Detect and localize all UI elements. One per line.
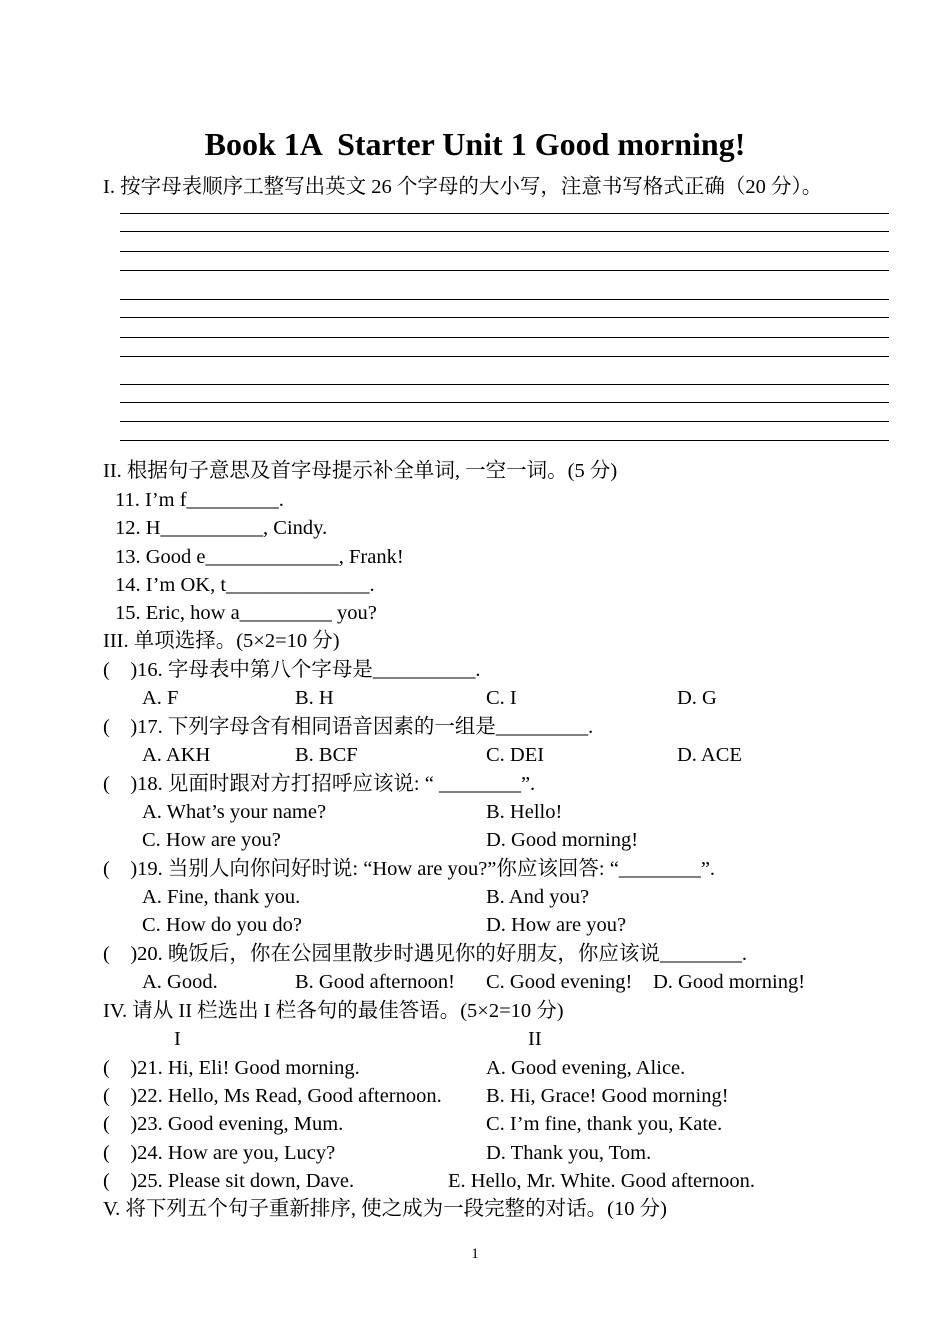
match-answer: C. I’m fine, thank you, Kate. [486,1113,723,1135]
option-d: D. How are you? [486,914,627,936]
match-question: ( )22. Hello, Ms Read, Good afternoon. [103,1085,442,1107]
option-b: B. And you? [486,886,590,908]
question-17-stem: ( )17. 下列字母含有相同语音因素的一组是_________. [103,716,594,738]
question-16-stem: ( )16. 字母表中第八个字母是__________. [103,659,481,681]
match-question: ( )24. How are you, Lucy? [103,1142,336,1164]
fill-blank-item: 13. Good e_____________, Frank! [115,546,404,568]
option-a: A. Good. [142,971,218,993]
section-2-heading: II. 根据句子意思及首字母提示补全单词, 一空一词。(5 分) [103,460,618,482]
writing-line [120,231,889,232]
section-3-heading: III. 单项选择。(5×2=10 分) [103,630,340,652]
page-number: 1 [471,1246,479,1262]
option-d: D. Good morning! [486,829,639,851]
option-c: C. DEI [486,744,545,766]
writing-line [120,402,889,403]
option-b: B. Hello! [486,801,563,823]
option-a: A. What’s your name? [142,801,327,823]
option-a: A. F [142,687,179,709]
option-c: C. How do you do? [142,914,303,936]
writing-line [120,440,889,441]
question-18-stem: ( )18. 见面时跟对方打招呼应该说: “ ________”. [103,773,536,795]
question-20-stem: ( )20. 晚饭后，你在公园里散步时遇见你的好朋友，你应该说________. [103,943,748,965]
section-5-heading: V. 将下列五个句子重新排序, 使之成为一段完整的对话。(10 分) [103,1198,667,1220]
column-2-label: II [528,1028,542,1050]
match-question: ( )23. Good evening, Mum. [103,1113,344,1135]
option-d: D. G [677,687,717,709]
fill-blank-item: 12. H__________, Cindy. [115,517,328,539]
writing-line [120,421,889,422]
writing-line [120,251,889,252]
writing-line [120,270,889,271]
match-answer: A. Good evening, Alice. [486,1057,686,1079]
match-question: ( )25. Please sit down, Dave. [103,1170,355,1192]
option-d: D. ACE [677,744,742,766]
fill-blank-item: 11. I’m f_________. [115,489,284,511]
option-a: A. AKH [142,744,211,766]
writing-line [120,337,889,338]
page-title: Book 1A Starter Unit 1 Good morning! [204,126,746,162]
option-b: B. H [295,687,334,709]
section-1-heading: I. 按字母表顺序工整写出英文 26 个字母的大小写，注意书写格式正确（20 分）。 [103,176,823,198]
option-a: A. Fine, thank you. [142,886,301,908]
match-question: ( )21. Hi, Eli! Good morning. [103,1057,360,1079]
question-19-stem: ( )19. 当别人向你问好时说: “How are you?”你应该回答: “________”. [103,858,716,880]
writing-line [120,356,889,357]
writing-line [120,299,889,300]
option-c: C. Good evening! [486,971,633,993]
fill-blank-item: 14. I’m OK, t______________. [115,574,375,596]
match-answer: B. Hi, Grace! Good morning! [486,1085,729,1107]
writing-line [120,213,889,214]
option-b: B. Good afternoon! [295,971,455,993]
section-4-heading: IV. 请从 II 栏选出 I 栏各句的最佳答语。(5×2=10 分) [103,1000,564,1022]
fill-blank-item: 15. Eric, how a_________ you? [115,602,377,624]
column-1-label: I [174,1028,181,1050]
option-c: C. How are you? [142,829,281,851]
match-answer: D. Thank you, Tom. [486,1142,652,1164]
option-d: D. Good morning! [653,971,806,993]
writing-line [120,317,889,318]
option-c: C. I [486,687,517,709]
writing-line [120,384,889,385]
option-b: B. BCF [295,744,358,766]
match-answer: E. Hello, Mr. White. Good afternoon. [448,1170,756,1192]
